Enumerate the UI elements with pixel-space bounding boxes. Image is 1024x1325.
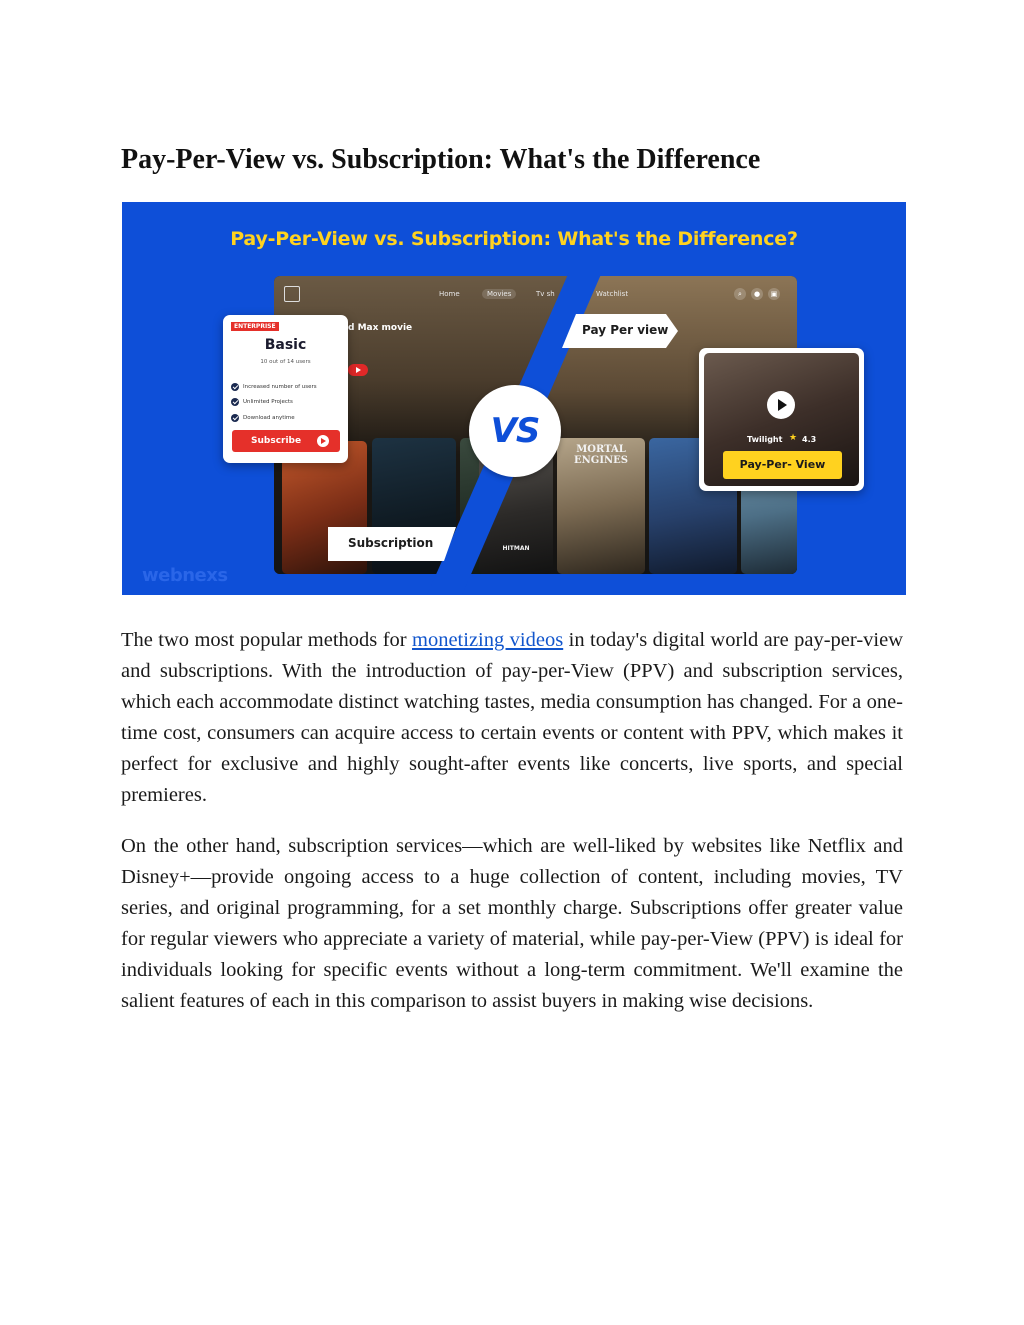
paragraph-text: in today's digital world are pay-per-view and subscriptions. With the introduction of pay-per-View (PPV) and subscription services, which each accommodate distinct watching tastes, media consumption has changed. For a one-time cost, consumers can acquire access to certain events or content with PPV, which makes it perfect for exclusive and highly sought-after events like concerts, live sports, and special premieres. — [121, 629, 903, 806]
search-icon: ⌕ — [734, 288, 746, 300]
banner-headline: Pay-Per-View vs. Subscription: What's the Difference? — [230, 228, 798, 250]
nav-tv-shows: Tv sh — [536, 290, 555, 298]
feature-banner-image — [122, 202, 906, 595]
check-icon — [231, 414, 239, 422]
movie-rating: 4.3 — [802, 435, 817, 444]
star-icon: ★ — [789, 433, 798, 443]
brand-logo: webnexs — [142, 565, 228, 586]
nav-movies: Movies — [482, 289, 516, 299]
nav-home: Home — [439, 290, 460, 298]
movie-poster-mortal-engines — [557, 438, 645, 574]
hero-movie-title: d Max movie — [348, 323, 413, 333]
plan-name: Basic — [264, 337, 307, 353]
plan-feature: Download anytime — [243, 415, 295, 421]
body-paragraph-1 — [121, 625, 903, 811]
subscription-plan-card — [223, 315, 348, 463]
check-icon — [231, 398, 239, 406]
vs-badge: VS — [469, 385, 561, 477]
monetizing-videos-link[interactable]: monetizing videos — [412, 629, 564, 651]
subscribe-button — [232, 430, 340, 452]
pay-per-view-button: Pay-Per- View — [723, 451, 842, 479]
mockup-nav-bar — [274, 276, 797, 314]
plan-badge: ENTERPRISE — [231, 322, 279, 331]
document-title: Pay-Per-View vs. Subscription: What's the Difference — [121, 144, 761, 175]
plan-feature: Unlimited Projects — [243, 399, 293, 405]
hero-play-icon — [348, 364, 368, 376]
check-icon — [231, 383, 239, 391]
arrow-right-icon — [317, 435, 329, 447]
poster-title: HITMAN — [502, 545, 530, 552]
paragraph-text: The two most popular methods for — [121, 629, 413, 651]
nav-watchlist: Watchlist — [596, 290, 629, 298]
subscribe-button-label: Subscribe — [251, 436, 302, 446]
mic-icon: ● — [751, 288, 763, 300]
movie-thumbnail — [704, 353, 859, 486]
app-logo-icon — [284, 286, 300, 302]
ppv-movie-card — [699, 348, 864, 491]
movie-name: Twilight — [747, 435, 783, 444]
poster-title: MORTAL ENGINES — [574, 444, 628, 466]
plan-feature: Increased number of users — [243, 384, 317, 390]
plan-users: 10 out of 14 users — [260, 359, 311, 365]
body-paragraph-2: On the other hand, subscription services—which are well-liked by websites like Netflix and Disney+—provide ongoing access to a huge collection of content, including movies, TV series, and original programming, for a set monthly charge. Subscriptions offer greater value for regular viewers who appreciate a variety of material, while pay-per-View (PPV) is ideal for individuals looking for specific events without a long-term commitment. We'll examine the salient features of each in this comparison to assist buyers in making wise decisions. — [121, 835, 903, 1012]
ppv-tag-label: Pay Per view — [582, 323, 669, 337]
play-icon — [767, 391, 795, 419]
subscription-tag-label: Subscription — [348, 536, 434, 550]
profile-icon: ▣ — [768, 288, 780, 300]
